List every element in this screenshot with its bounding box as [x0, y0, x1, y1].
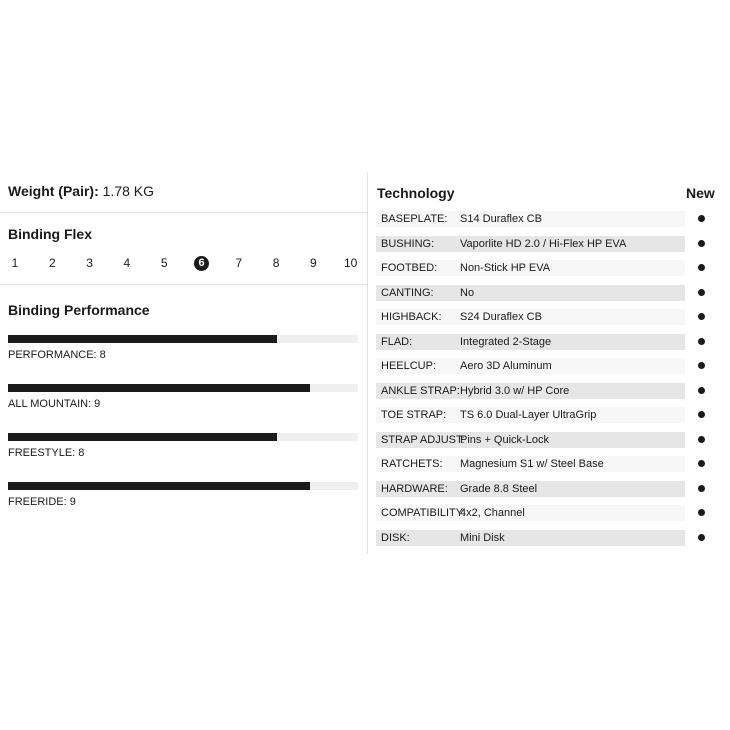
technology-cell — [376, 211, 685, 227]
technology-label: BASEPLATE: — [381, 213, 448, 225]
binding-performance-title: Binding Performance — [8, 302, 150, 318]
technology-cell — [376, 407, 685, 423]
technology-cell — [376, 456, 685, 472]
performance-bar-item — [8, 335, 358, 361]
technology-cell — [376, 309, 685, 325]
new-indicator-dot-icon — [698, 387, 705, 394]
weight-row — [0, 170, 367, 213]
new-indicator-dot-icon — [698, 436, 705, 443]
performance-bar-fill — [8, 384, 310, 392]
technology-row — [376, 530, 720, 546]
technology-value: Mini Disk — [460, 531, 505, 544]
technology-row — [376, 432, 720, 448]
performance-bar-label: FREESTYLE: 8 — [8, 447, 85, 459]
column-divider — [367, 172, 368, 554]
new-indicator-dot-icon — [698, 338, 705, 345]
performance-bar-fill — [8, 482, 310, 490]
technology-label: HIGHBACK: — [381, 311, 442, 323]
performance-bar-label: ALL MOUNTAIN: 9 — [8, 398, 101, 410]
flex-value-6: 6 — [194, 256, 209, 271]
technology-row — [376, 334, 720, 350]
technology-value: Grade 8.8 Steel — [460, 482, 538, 495]
technology-row — [376, 236, 720, 252]
weight-label: Weight (Pair): — [8, 183, 99, 199]
technology-row — [376, 481, 720, 497]
binding-flex-section — [0, 213, 367, 285]
technology-row — [376, 383, 720, 399]
new-indicator-dot-icon — [698, 313, 705, 320]
performance-bar-track — [8, 433, 358, 441]
technology-cell — [376, 432, 685, 448]
technology-cell — [376, 530, 685, 546]
new-column-header: New — [686, 185, 715, 201]
flex-value-3: 3 — [86, 256, 93, 270]
new-indicator-dot-icon — [698, 240, 705, 247]
technology-value: Pins + Quick-Lock — [460, 433, 549, 446]
performance-bar-item — [8, 482, 358, 508]
flex-scale — [0, 253, 367, 273]
technology-title: Technology — [377, 185, 455, 201]
flex-value-10: 10 — [344, 256, 358, 270]
new-indicator-dot-icon — [698, 215, 705, 222]
technology-row — [376, 505, 720, 521]
technology-value: Non-Stick HP EVA — [460, 262, 551, 274]
technology-value: Vaporlite HD 2.0 / Hi-Flex HP EVA — [460, 237, 627, 250]
flex-value-7: 7 — [235, 256, 243, 270]
technology-cell — [376, 334, 685, 350]
technology-cell — [376, 505, 685, 521]
technology-label: BUSHING: — [381, 237, 435, 250]
technology-cell — [376, 285, 685, 301]
technology-row — [376, 407, 720, 423]
technology-label: COMPATIBILITY: — [381, 507, 466, 519]
technology-row — [376, 456, 720, 472]
technology-value: Magnesium S1 w/ Steel Base — [460, 458, 604, 470]
new-indicator-dot-icon — [698, 362, 705, 369]
performance-bar-item — [8, 433, 358, 459]
flex-value-5: 5 — [160, 256, 168, 270]
technology-label: STRAP ADJUST: — [381, 433, 465, 446]
technology-label: FOOTBED: — [381, 262, 438, 274]
technology-value: S14 Duraflex CB — [460, 213, 542, 225]
spec-left-column — [0, 170, 367, 545]
technology-row — [376, 358, 720, 374]
new-indicator-dot-icon — [698, 289, 705, 296]
technology-value: S24 Duraflex CB — [460, 311, 542, 323]
technology-row — [376, 309, 720, 325]
technology-cell — [376, 383, 685, 399]
flex-value-1: 1 — [11, 256, 19, 270]
performance-bar-track — [8, 482, 358, 490]
performance-bar-item — [8, 384, 358, 410]
new-indicator-dot-icon — [698, 411, 705, 418]
technology-label: TOE STRAP: — [381, 409, 447, 421]
technology-column — [376, 170, 720, 544]
technology-cell — [376, 481, 685, 497]
technology-label: CANTING: — [381, 286, 434, 299]
performance-bar-track — [8, 384, 358, 392]
new-indicator-dot-icon — [698, 509, 705, 516]
flex-value-4: 4 — [123, 256, 131, 270]
technology-cell — [376, 236, 685, 252]
technology-label: ANKLE STRAP: — [381, 384, 460, 397]
technology-value: No — [460, 286, 475, 299]
performance-bar-label: FREERIDE: 9 — [8, 496, 76, 508]
new-indicator-dot-icon — [698, 264, 705, 271]
new-indicator-dot-icon — [698, 460, 705, 467]
technology-header — [376, 170, 720, 212]
technology-label: FLAD: — [381, 335, 413, 348]
weight-value: 1.78 KG — [102, 183, 155, 199]
performance-bar-label: PERFORMANCE: 8 — [8, 349, 106, 361]
binding-performance-section — [0, 285, 367, 545]
flex-value-8: 8 — [272, 256, 280, 270]
technology-label: RATCHETS: — [381, 458, 443, 470]
technology-label: HEELCUP: — [381, 360, 437, 372]
technology-value: Integrated 2-Stage — [460, 335, 552, 348]
new-indicator-dot-icon — [698, 534, 705, 541]
technology-row — [376, 211, 720, 227]
technology-row — [376, 285, 720, 301]
flex-value-9: 9 — [310, 256, 317, 270]
technology-cell — [376, 358, 685, 374]
technology-value: TS 6.0 Dual-Layer UltraGrip — [460, 409, 597, 421]
flex-value-2: 2 — [48, 256, 56, 270]
technology-row — [376, 260, 720, 276]
technology-value: 4x2, Channel — [460, 507, 525, 519]
technology-value: Hybrid 3.0 w/ HP Core — [460, 384, 570, 397]
performance-bar-fill — [8, 335, 277, 343]
new-indicator-dot-icon — [698, 485, 705, 492]
technology-label: HARDWARE: — [381, 482, 448, 495]
technology-label: DISK: — [381, 531, 410, 544]
technology-cell — [376, 260, 685, 276]
binding-flex-title: Binding Flex — [8, 226, 92, 242]
performance-bar-track — [8, 335, 358, 343]
technology-value: Aero 3D Aluminum — [460, 360, 552, 372]
performance-bar-fill — [8, 433, 277, 441]
